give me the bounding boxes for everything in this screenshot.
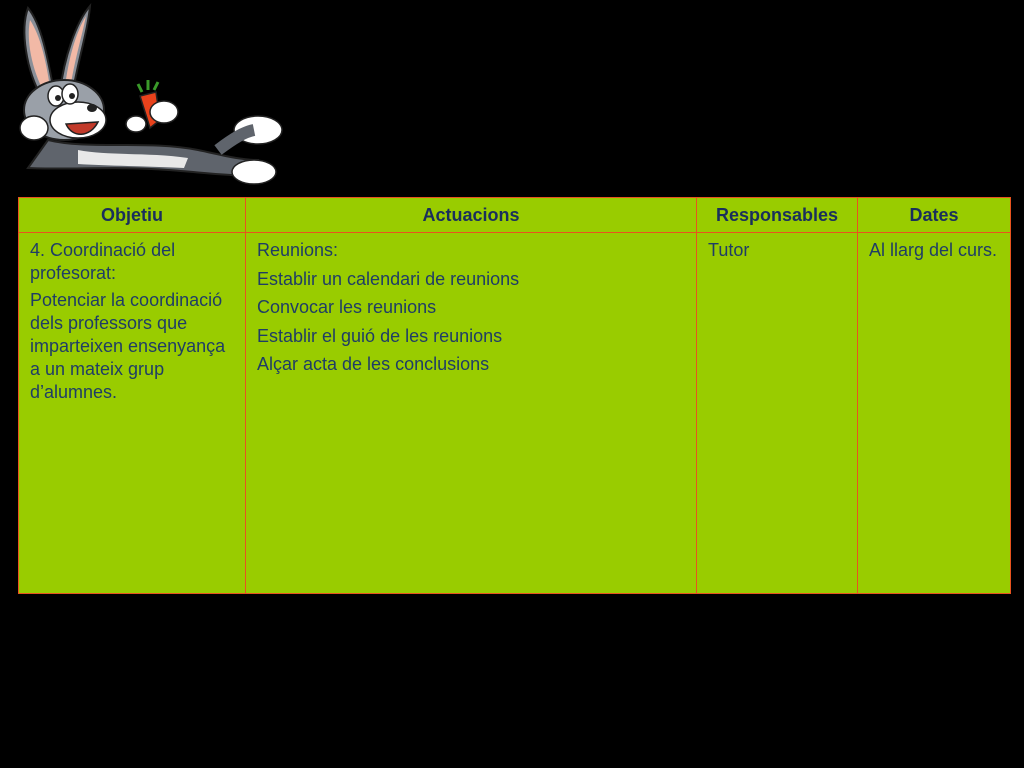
objetiu-title: 4. Coordinació del profesorat:: [30, 240, 176, 283]
actuacio-item: Establir un calendari de reunions: [257, 268, 520, 289]
actuacio-item: Reunions:: [257, 240, 339, 260]
plan-table: [18, 197, 1011, 594]
cell-actuacions: [246, 233, 697, 594]
header-responsables: Responsables: [697, 198, 858, 233]
header-objetiu: Objetiu: [19, 198, 246, 233]
cell-objetiu: [19, 233, 246, 594]
table-row: [19, 233, 1011, 594]
cell-dates: Al llarg del curs.: [858, 233, 1011, 594]
objetiu-description: Potenciar la coordinació dels professors que imparteixen ensenyança a un mateix grup d’alumnes.: [30, 290, 226, 402]
table-header-row: [19, 198, 1011, 233]
cell-responsables: Tutor: [697, 233, 858, 594]
header-dates: Dates: [858, 198, 1011, 233]
header-actuacions: Actuacions: [246, 198, 697, 233]
actuacio-item: Establir el guió de les reunions: [257, 325, 503, 346]
bugs-bunny-cartoon-icon: [8, 0, 288, 192]
actuacio-item: Convocar les reunions: [257, 297, 437, 317]
actuacio-item: Alçar acta de les conclusions: [257, 354, 490, 374]
